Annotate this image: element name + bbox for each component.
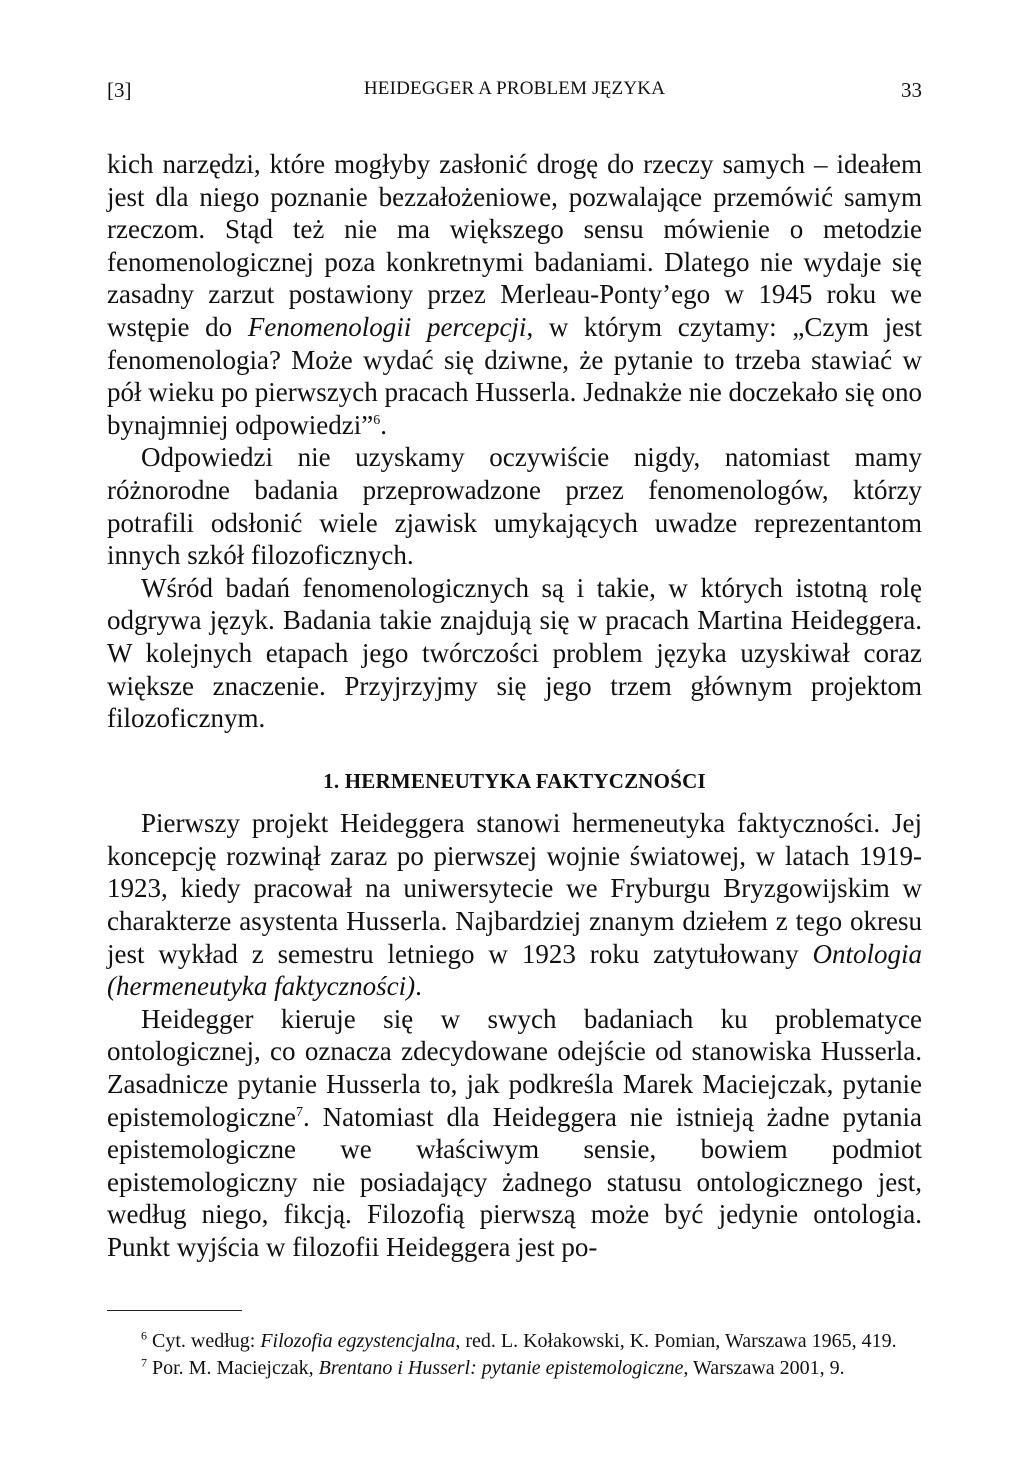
footnote-number: 7 [141, 1354, 147, 1369]
page [107, 70, 922, 1383]
paragraph-2: Odpowiedzi nie uzyskamy oczywiście nigdy, natomiast mamy różnorodne badania przeprowadzone przez fenomenologów, którzy potrafili odsłonić wiele zjawisk umykających uwadze reprezentantom innych szkół filozoficznych. [107, 442, 922, 571]
footnote-number: 6 [141, 1327, 147, 1342]
paragraph-5 [107, 1003, 922, 1264]
paragraph-5-text-a: Heidegger kieruje się w swych badaniach ku problematyce ontologicznej, co oznacza zdecydowane odejście od stanowiska Husserla. Zasadnicze pytanie Husserla to, jak podkreśla Marek Maciejczak, pytanie epistemologiczne [107, 1003, 922, 1132]
footnote-6-text-b: , red. L. Kołakowski, K. Pomian, Warszawa 1965, 419. [455, 1329, 897, 1352]
paragraph-4 [107, 807, 922, 1003]
footnote-6 [107, 1329, 922, 1354]
page-number: 33 [901, 78, 922, 102]
lecture-title-ontologia: Ontologia (hermeneutyka faktyczności) [107, 938, 922, 1002]
footnote-6-text-a: Cyt. według: [147, 1329, 261, 1352]
footnotes [107, 1310, 922, 1381]
paragraph-1-text-c: . [380, 409, 387, 440]
running-header [107, 70, 922, 110]
footnote-7-text-a: Por. M. Maciejczak, [147, 1356, 319, 1379]
section-number: [3] [107, 78, 132, 102]
paragraph-4-text-a: Pierwszy projekt Heideggera stanowi hermeneutyka faktyczności. Jej koncepcję rozwinął zaraz po pierwszej wojnie światowej, w latach 1919-1923, kiedy pracował na uniwersytecie we Fryburgu Bryzgowijskim w charakterze asystenta Husserla. Najbardziej znanym dziełem z tego okresu jest wykład z semestru letniego w 1923 roku zatytułowany [107, 808, 922, 969]
paragraph-5-text-b: . Natomiast dla Heideggera nie istnieją żadne pytania epistemologiczne we właściwym sensie, bowiem podmiot epistemologiczny nie posiadający żadnego statusu ontologicznego jest, według niego, fikcją. Filozofią pierwszą może być jedynie ontologia. Punkt wyjścia w filozofii Heideggera jest po- [107, 1101, 922, 1262]
paragraph-1-text-a: kich narzędzi, które mogłyby zasłonić drogę do rzeczy samych – ideałem jest dla niego poznanie bezzałożeniowe, pozwalające przemówić samym rzeczom. Stąd też nie ma większego sensu mówienie o metodzie fenomenologicznej poza konkretnymi badaniami. Dlatego nie wydaje się zasadny zarzut postawiony przez Merleau-Ponty’ego w 1945 roku we wstępie do [107, 149, 922, 342]
paragraph-4-text-b: . [415, 971, 422, 1002]
section-heading: 1. HERMENEUTYKA FAKTYCZNOŚCI [323, 768, 706, 793]
paragraph-1-text-b: , w którym czytamy: „Czym jest fenomenologia? Może wydać się dziwne, że pytanie to trzeba stawiać w pół wieku po pierwszych pracach Husserla. Jednakże nie doczekało się ono bynajmniej odpowiedzi” [107, 311, 922, 440]
running-title: HEIDEGGER A PROBLEM JĘZYKA [363, 78, 666, 99]
footnote-ref-7[interactable]: 7 [295, 1104, 303, 1120]
paragraph-1 [107, 148, 922, 441]
book-title-fenomenologii: Fenomenologii percepcji [247, 311, 527, 342]
paragraph-3: Wśród badań fenomenologicznych są i takie, w których istotną rolę odgrywa język. Badania takie znajdują się w pracach Martina Heideggera. W kolejnych etapach jego twórczości problem języka uzyskiwał coraz większe znaczenie. Przyjrzyjmy się jego trzem głównym projektom filozoficznym. [107, 572, 922, 734]
footnote-7 [107, 1356, 922, 1381]
body-text [107, 148, 922, 1264]
footnote-6-title: Filozofia egzystencjalna [260, 1329, 456, 1352]
footnote-ref-6[interactable]: 6 [373, 412, 381, 428]
footnote-7-title: Brentano i Husserl: pytanie epistemologiczne [318, 1356, 684, 1379]
footnote-7-text-b: , Warszawa 2001, 9. [683, 1356, 845, 1379]
footnote-divider [107, 1310, 242, 1311]
